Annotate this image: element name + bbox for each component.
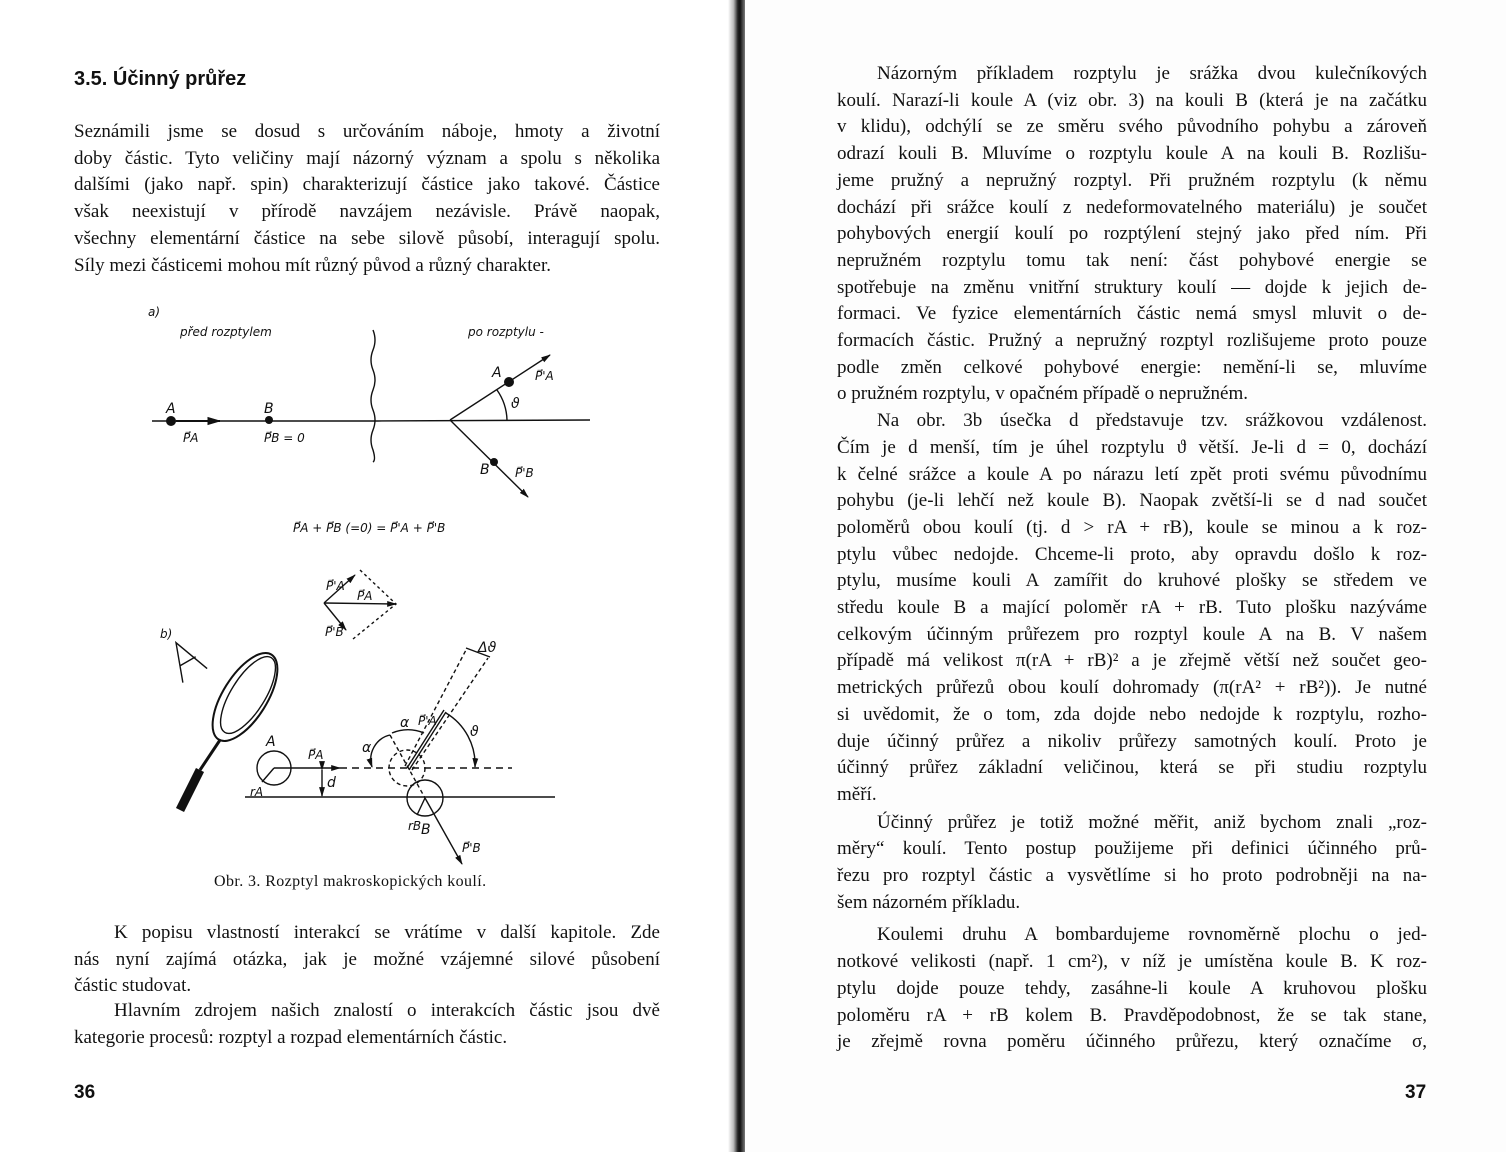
vec-pa: P⃗A	[357, 589, 373, 603]
text-line: všechny elementární částice na sebe silově působí, interagují spolu.	[74, 227, 660, 249]
text-line: středu koule B a mající poloměr rA + rB. Tuto plošku nazýváme	[837, 597, 1427, 618]
text-line: poloměrů obou koulí (tj. d > rA + rB), koule se minou a k roz-	[837, 516, 1427, 538]
ball-a-after	[504, 377, 514, 387]
text-line: K popisu vlastností interakcí se vrátíme v další kapitole. Zde	[114, 922, 660, 943]
text-line: kategorie procesů: rozptyl a rozpad elementárních částic.	[74, 1026, 508, 1048]
text-line: ptylu, musíme kouli A zamířit do kruhové plošky se středem ve	[837, 570, 1427, 592]
text-line: dalšími (jako např. spin) charakterizují částice jako takové. Částice	[74, 174, 660, 196]
text-line: nepružném rozptylu tomu tak není: část pohybové energie se	[837, 249, 1427, 271]
ball-a-before	[166, 416, 176, 426]
label-theta-b: ϑ	[470, 724, 479, 740]
before-label: před rozptylem	[180, 325, 272, 339]
label-ball-a-b: A	[266, 734, 276, 750]
text-line: Názorným příkladem rozptylu je srážka dvou kulečníkových	[877, 63, 1427, 84]
separator-wave	[371, 330, 375, 462]
after-label: po rozptylu -	[468, 325, 544, 339]
text-line: ptylu vůbec nedojde. Chceme-li proto, aby opravdu došlo k roz-	[837, 543, 1427, 565]
text-line: měří.	[837, 783, 877, 805]
momentum-equation: P⃗A + P⃗B (=0) = P⃗'A + P⃗'B	[293, 521, 446, 535]
text-line: k čelné srážce a koule A po nárazu letí zpět proti svému původnímu	[837, 463, 1427, 485]
text-line: účinný průřez základní veličinou, která se při studiu rozptylu	[837, 757, 1427, 779]
text-line: duje účinný průřez a nikoliv průřezy samotných koulí. Proto je	[837, 730, 1427, 752]
ball-b-after	[490, 458, 498, 466]
text-line: měry“ koulí. Tento postup použijeme při definici účinného prů-	[837, 838, 1427, 860]
text-line: nás nyní zajímá otázka, jak je možné vzájemné silové působení	[74, 948, 660, 970]
label-b: B	[264, 401, 274, 417]
text-line: koulí. Narazí-li koule A (viz obr. 3) na kouli B (která je na začátku	[837, 89, 1427, 111]
vec-pa-prime: P⃗'A	[326, 579, 345, 593]
label-pb-prime-b: P⃗'B	[462, 841, 481, 855]
label-theta: ϑ	[511, 396, 520, 412]
figure-caption: Obr. 3. Rozptyl makroskopických koulí.	[214, 873, 487, 890]
text-line: šem názorném příkladu.	[837, 891, 1021, 913]
label-b-after: B	[480, 462, 490, 478]
text-line: formacích částic. Pružný a nepružný rozptyl rozlišujeme proto pouze	[837, 330, 1427, 351]
text-line: formaci. Ve fyzice elementárních částic nemá smysl mluvit o de-	[837, 303, 1427, 325]
page-number-left: 36	[74, 1082, 96, 1103]
text-line: Účinný průřez je totiž možné měřit, aniž bychom znali „roz-	[877, 811, 1427, 833]
label-rb: rB	[408, 819, 422, 833]
text-line: notkové velikosti (např. 1 cm²), v níž je umístěna koule B. K roz-	[837, 951, 1427, 973]
text-line: spotřebuje na změnu vnitřní struktury koulí — dojde k jejich de-	[837, 276, 1427, 298]
text-line: Síly mezi částicemi mohou mít různý původ a různý charakter.	[74, 254, 551, 276]
text-line: případě má velikost π(rA + rB)² a je zřejmě větší než součet geo-	[837, 650, 1427, 672]
text-line: však neexistují v přírodě navzájem nezávisle. Právě naopak,	[74, 201, 660, 223]
text-line: Hlavním zdrojem našich znalostí o interakcích částic jsou dvě	[114, 1000, 660, 1021]
text-line: Koulemi druhu A bombardujeme rovnoměrně plochu o jed-	[877, 924, 1427, 946]
text-line: pohybu (je-li lehčí než koule B). Naopak zvětší-li se d nad součet	[837, 490, 1427, 512]
page-number-right: 37	[1405, 1082, 1427, 1103]
text-line: celkovým účinným průřezem pro rozptyl koule A na B. V našem	[837, 623, 1427, 645]
label-ra: rA	[250, 785, 264, 799]
text-line: doby částic. Tyto veličiny mají názorný význam a spolu s několika	[74, 147, 660, 169]
text-line: poloměru rA + rB kolem B. Pravděpodobnost, že se tak stane,	[837, 1004, 1427, 1026]
label-alpha-1: α	[400, 715, 410, 731]
section-heading: 3.5. Účinný průřez	[74, 68, 247, 90]
text-line: pohybových energií koulí po rozptýlení stejný jako před ním. Při	[837, 223, 1427, 245]
label-delta-theta: Δϑ	[478, 640, 497, 656]
text-line: podle změn celkové pohybové energie: nemění-li se, mluvíme	[837, 356, 1427, 378]
ball-b-before	[265, 416, 273, 424]
label-a: A	[166, 401, 176, 417]
label-ball-b-b: B	[421, 822, 431, 838]
part-a-label: a)	[148, 305, 161, 319]
label-pa: P⃗A	[183, 431, 199, 445]
label-pb-prime: P⃗'B	[515, 466, 534, 480]
text-line: je zřejmě rovna poměru účinného průřezu, který označíme σ,	[837, 1031, 1427, 1053]
text-line: Čím je d menší, tím je úhel rozptylu ϑ větší. Je-li d = 0, dochází	[837, 436, 1427, 458]
label-pb-zero: P⃗B = 0	[264, 431, 305, 445]
text-line: v klidu), odchýlí se ze směru svého původního pohybu a zároveň	[837, 116, 1427, 138]
text-line: si uvědomit, že o tom, zda dojde nebo nedojde k rozptylu, rozho-	[837, 703, 1427, 725]
label-a-after: A	[492, 365, 502, 381]
text-line: metrických průřezů obou koulí dohromady (π(rA² + rB²)). Je nutné	[837, 677, 1427, 699]
text-line: řezu pro rozptyl částic a vysvětlíme si ho proto podrobněji na na-	[837, 865, 1427, 886]
label-pa-prime-b: P⃗'A	[418, 714, 437, 728]
text-line: Seznámili jsme se dosud s určováním náboje, hmoty a životní	[74, 121, 660, 142]
part-b-label: b)	[160, 627, 173, 641]
label-pa-b: P⃗A	[308, 748, 324, 762]
label-d: d	[327, 775, 336, 791]
text-line: dochází při srážce koulí z nedeformovatelného materiálu) je součet	[837, 196, 1427, 218]
text-line: Na obr. 3b úsečka d představuje tzv. srážkovou vzdálenost.	[877, 410, 1427, 432]
text-line: jeme pružný a nepružný rozptyl. Při pružném rozptylu (k němu	[837, 169, 1427, 191]
right-page	[745, 0, 1506, 1152]
text-line: odrazí kouli B. Mluvíme o rozptylu koule A na kouli B. Rozlišu-	[837, 143, 1427, 165]
text-line: ptylu dojde pouze tehdy, zasáhne-li koule A kruhovou plošku	[837, 977, 1427, 999]
label-alpha-2: α	[362, 740, 372, 756]
label-pa-prime: P⃗'A	[535, 369, 554, 383]
text-line: částic studovat.	[74, 975, 192, 997]
text-line: o pružném rozptylu, v opačném případě o nepružném.	[837, 383, 1248, 405]
figure-3-scattering	[0, 0, 735, 900]
vec-pb-prime: P⃗'B	[325, 625, 344, 639]
